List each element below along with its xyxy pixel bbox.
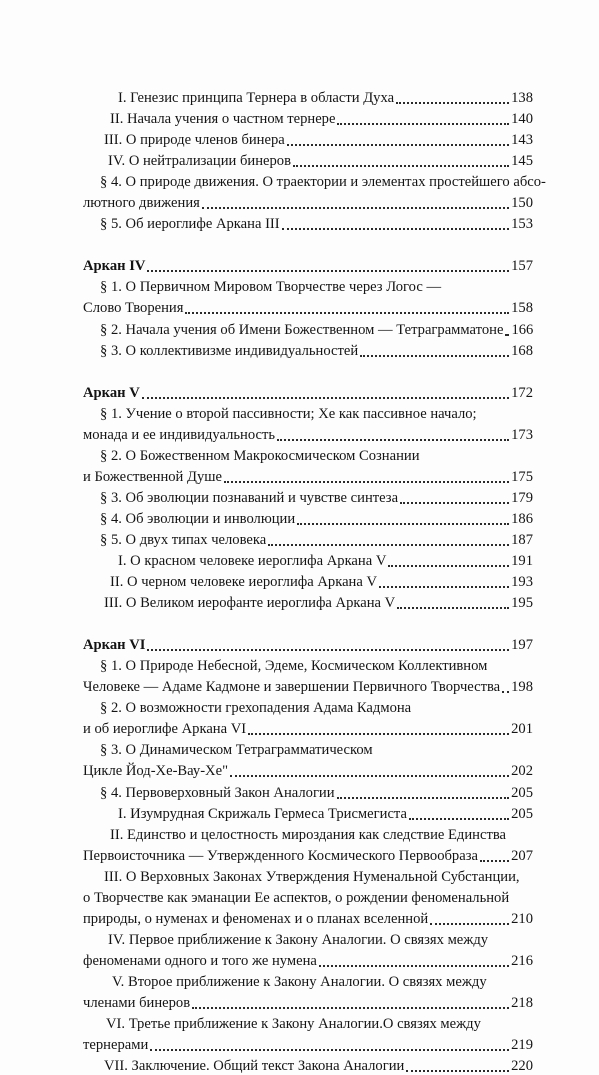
toc-entry-title: § 4. Первоверховный Закон Аналогии (100, 784, 335, 801)
toc-entry-title: II. Начала учения о частном тернере (110, 111, 336, 128)
toc-entry-title: монада и ее индивидуальность (83, 426, 276, 443)
dot-leader (192, 1007, 509, 1009)
dot-leader (502, 691, 509, 693)
toc-entry-title: § 5. О двух типах человека (100, 531, 267, 548)
dot-leader (147, 649, 509, 651)
toc-entry-title: феноменами одного и того же нумена (83, 952, 317, 969)
toc-page-number: 219 (511, 1037, 533, 1054)
dot-leader (150, 1049, 509, 1051)
toc-entry-title: I. О красном человеке иероглифа Аркана V (118, 553, 387, 569)
dot-leader (248, 733, 509, 735)
toc-entry-title: I. Генезис принципа Тернера в области Духа (118, 90, 395, 106)
toc-page-number: 187 (511, 531, 533, 548)
toc-entry-title: III. О Великом иерофанте иероглифа Аркана V (104, 595, 396, 612)
toc-page-number: 202 (511, 763, 533, 780)
dot-leader (396, 102, 509, 104)
toc-entry-title: VII. Заключение. Общий текст Закона Аналогии (104, 1058, 405, 1075)
toc-entry-title: § 2. Начала учения об Имени Божественном — Тетраграмматоне (100, 321, 504, 338)
toc-entry-title: о Творчестве как эманации Ее аспектов, о рождении феноменальной (83, 889, 510, 906)
dot-leader (406, 1070, 509, 1072)
dot-leader (282, 228, 509, 230)
toc-entry-title: § 2. О возможности грехопадения Адама Кадмона (100, 700, 412, 717)
toc-page-number: 157 (511, 258, 533, 275)
toc-entry-title: IV. Первое приближение к Закону Аналогии. О связях между (108, 931, 489, 948)
dot-leader (268, 544, 509, 546)
toc-entry-title: III. О Верховных Законах Утверждения Нуменальной Субстанции, (104, 868, 520, 885)
toc-page-number: 168 (511, 342, 533, 359)
dot-leader (277, 439, 509, 441)
toc-entry-title: Аркан V (83, 384, 140, 401)
toc-page-number: 193 (511, 574, 533, 591)
toc-entry-title: § 4. О природе движения. О траектории и элементах простейшего абсо- (100, 174, 546, 191)
dot-leader (230, 775, 509, 777)
toc-entry-title: § 2. О Божественном Макрокосмическом Сознании (100, 447, 420, 464)
toc-page-number: 172 (511, 384, 533, 401)
toc-entry-title: § 4. Об эволюции и инволюции (100, 510, 296, 527)
toc-entry-title: § 3. Об эволюции познаваний и чувстве синтеза (100, 489, 399, 506)
dot-leader (297, 523, 509, 525)
dot-leader (287, 144, 509, 146)
toc-page-number: 166 (511, 321, 534, 338)
toc-entry-title: Первоисточника — Утвержденного Космического Первообраза (83, 847, 478, 864)
dot-leader (379, 586, 509, 588)
toc-page-number: 145 (511, 153, 533, 170)
toc-entry-title: I. Изумрудная Скрижаль Гермеса Трисмегиста (118, 805, 407, 822)
dot-leader (337, 123, 509, 125)
toc-entry-title: II. Единство и целостность мироздания как следствие Единства (110, 826, 506, 843)
dot-leader (142, 397, 509, 399)
toc-page-number: 220 (511, 1058, 533, 1075)
toc-entry-title: природы, о нуменах и феноменах и о планах вселенной (83, 910, 429, 927)
toc-page-number: 173 (511, 426, 533, 443)
dot-leader (147, 270, 509, 272)
toc-page-number: 205 (511, 805, 533, 822)
toc-entry-title: II. О черном человеке иероглифа Аркана V (110, 574, 378, 591)
dot-leader (337, 797, 510, 799)
toc-entry-title: лютного движения (83, 195, 200, 212)
dot-leader (360, 355, 509, 357)
dot-leader (397, 607, 509, 609)
dot-leader (185, 312, 509, 314)
dot-leader (319, 965, 509, 967)
toc-entry-title: Человеке — Адаме Кадмоне и завершении Первичного Творчества (83, 679, 501, 696)
toc-page-number: 191 (511, 553, 533, 569)
toc-page-number: 216 (511, 952, 533, 969)
dot-leader (224, 481, 509, 483)
dot-leader (293, 165, 509, 167)
toc-page-number: 138 (511, 90, 533, 106)
dot-leader (430, 923, 509, 925)
toc-entry-title: § 3. О Динамическом Тетраграмматическом (100, 742, 373, 759)
toc-page-number: 186 (511, 510, 533, 527)
toc-page-number: 197 (511, 637, 533, 654)
toc-entry-title: IV. О нейтрализации бинеров (108, 153, 291, 170)
toc-page-number: 158 (511, 300, 533, 317)
toc-entry-title: VI. Третье приближение к Закону Аналогии.О связях между (106, 1016, 481, 1033)
toc-entry-title: § 5. Об иероглифе Аркана III (100, 216, 280, 233)
toc-page-number: 175 (511, 468, 533, 485)
toc-page-number: 140 (511, 111, 533, 128)
dot-leader (400, 502, 509, 504)
toc-entry-title: Цикле Йод-Хе-Вау-Хе" (83, 763, 229, 780)
toc-entry-title: III. О природе членов бинера (104, 132, 285, 149)
toc-entry-title: § 1. Учение о второй пассивности; Хе как пассивное начало; (100, 405, 477, 422)
toc-entry-title: и об иероглифе Аркана VI (83, 721, 247, 738)
toc-page-number: 153 (511, 216, 533, 233)
dot-leader (409, 818, 509, 820)
toc-page-number: 218 (511, 995, 533, 1011)
toc-page-number: 179 (511, 489, 533, 506)
toc-entry-title: членами бинеров (83, 995, 191, 1011)
dot-leader (202, 207, 509, 209)
toc-page-number: 207 (511, 847, 533, 864)
toc-page-number: 205 (511, 784, 533, 801)
dot-leader (480, 860, 509, 862)
toc-page-number: 150 (511, 195, 533, 212)
toc-entry-title: Слово Творения (83, 300, 184, 317)
toc-entry-title: Аркан IV (83, 258, 146, 275)
toc-page-number: 210 (511, 910, 533, 927)
toc-entry-title: § 3. О коллективизме индивидуальностей (100, 342, 359, 359)
toc-entry-title: и Божественной Душе (83, 468, 222, 485)
toc-entry-title: тернерами (83, 1037, 149, 1054)
toc-page-number: 195 (511, 595, 533, 612)
toc-entry-title: § 1. О Первичном Мировом Творчестве через Логос — (100, 279, 442, 296)
toc-page-number: 143 (511, 132, 533, 149)
toc-entry-title: § 1. О Природе Небесной, Эдеме, Космическом Коллективном (100, 658, 488, 675)
toc-entry-title: V. Второе приближение к Закону Аналогии. О связях между (112, 973, 487, 990)
toc-page-number: 201 (511, 721, 533, 738)
toc-page-number: 198 (511, 679, 533, 696)
dot-leader (388, 565, 509, 567)
toc-entry-title: Аркан VI (83, 637, 146, 654)
dot-leader (505, 334, 509, 336)
